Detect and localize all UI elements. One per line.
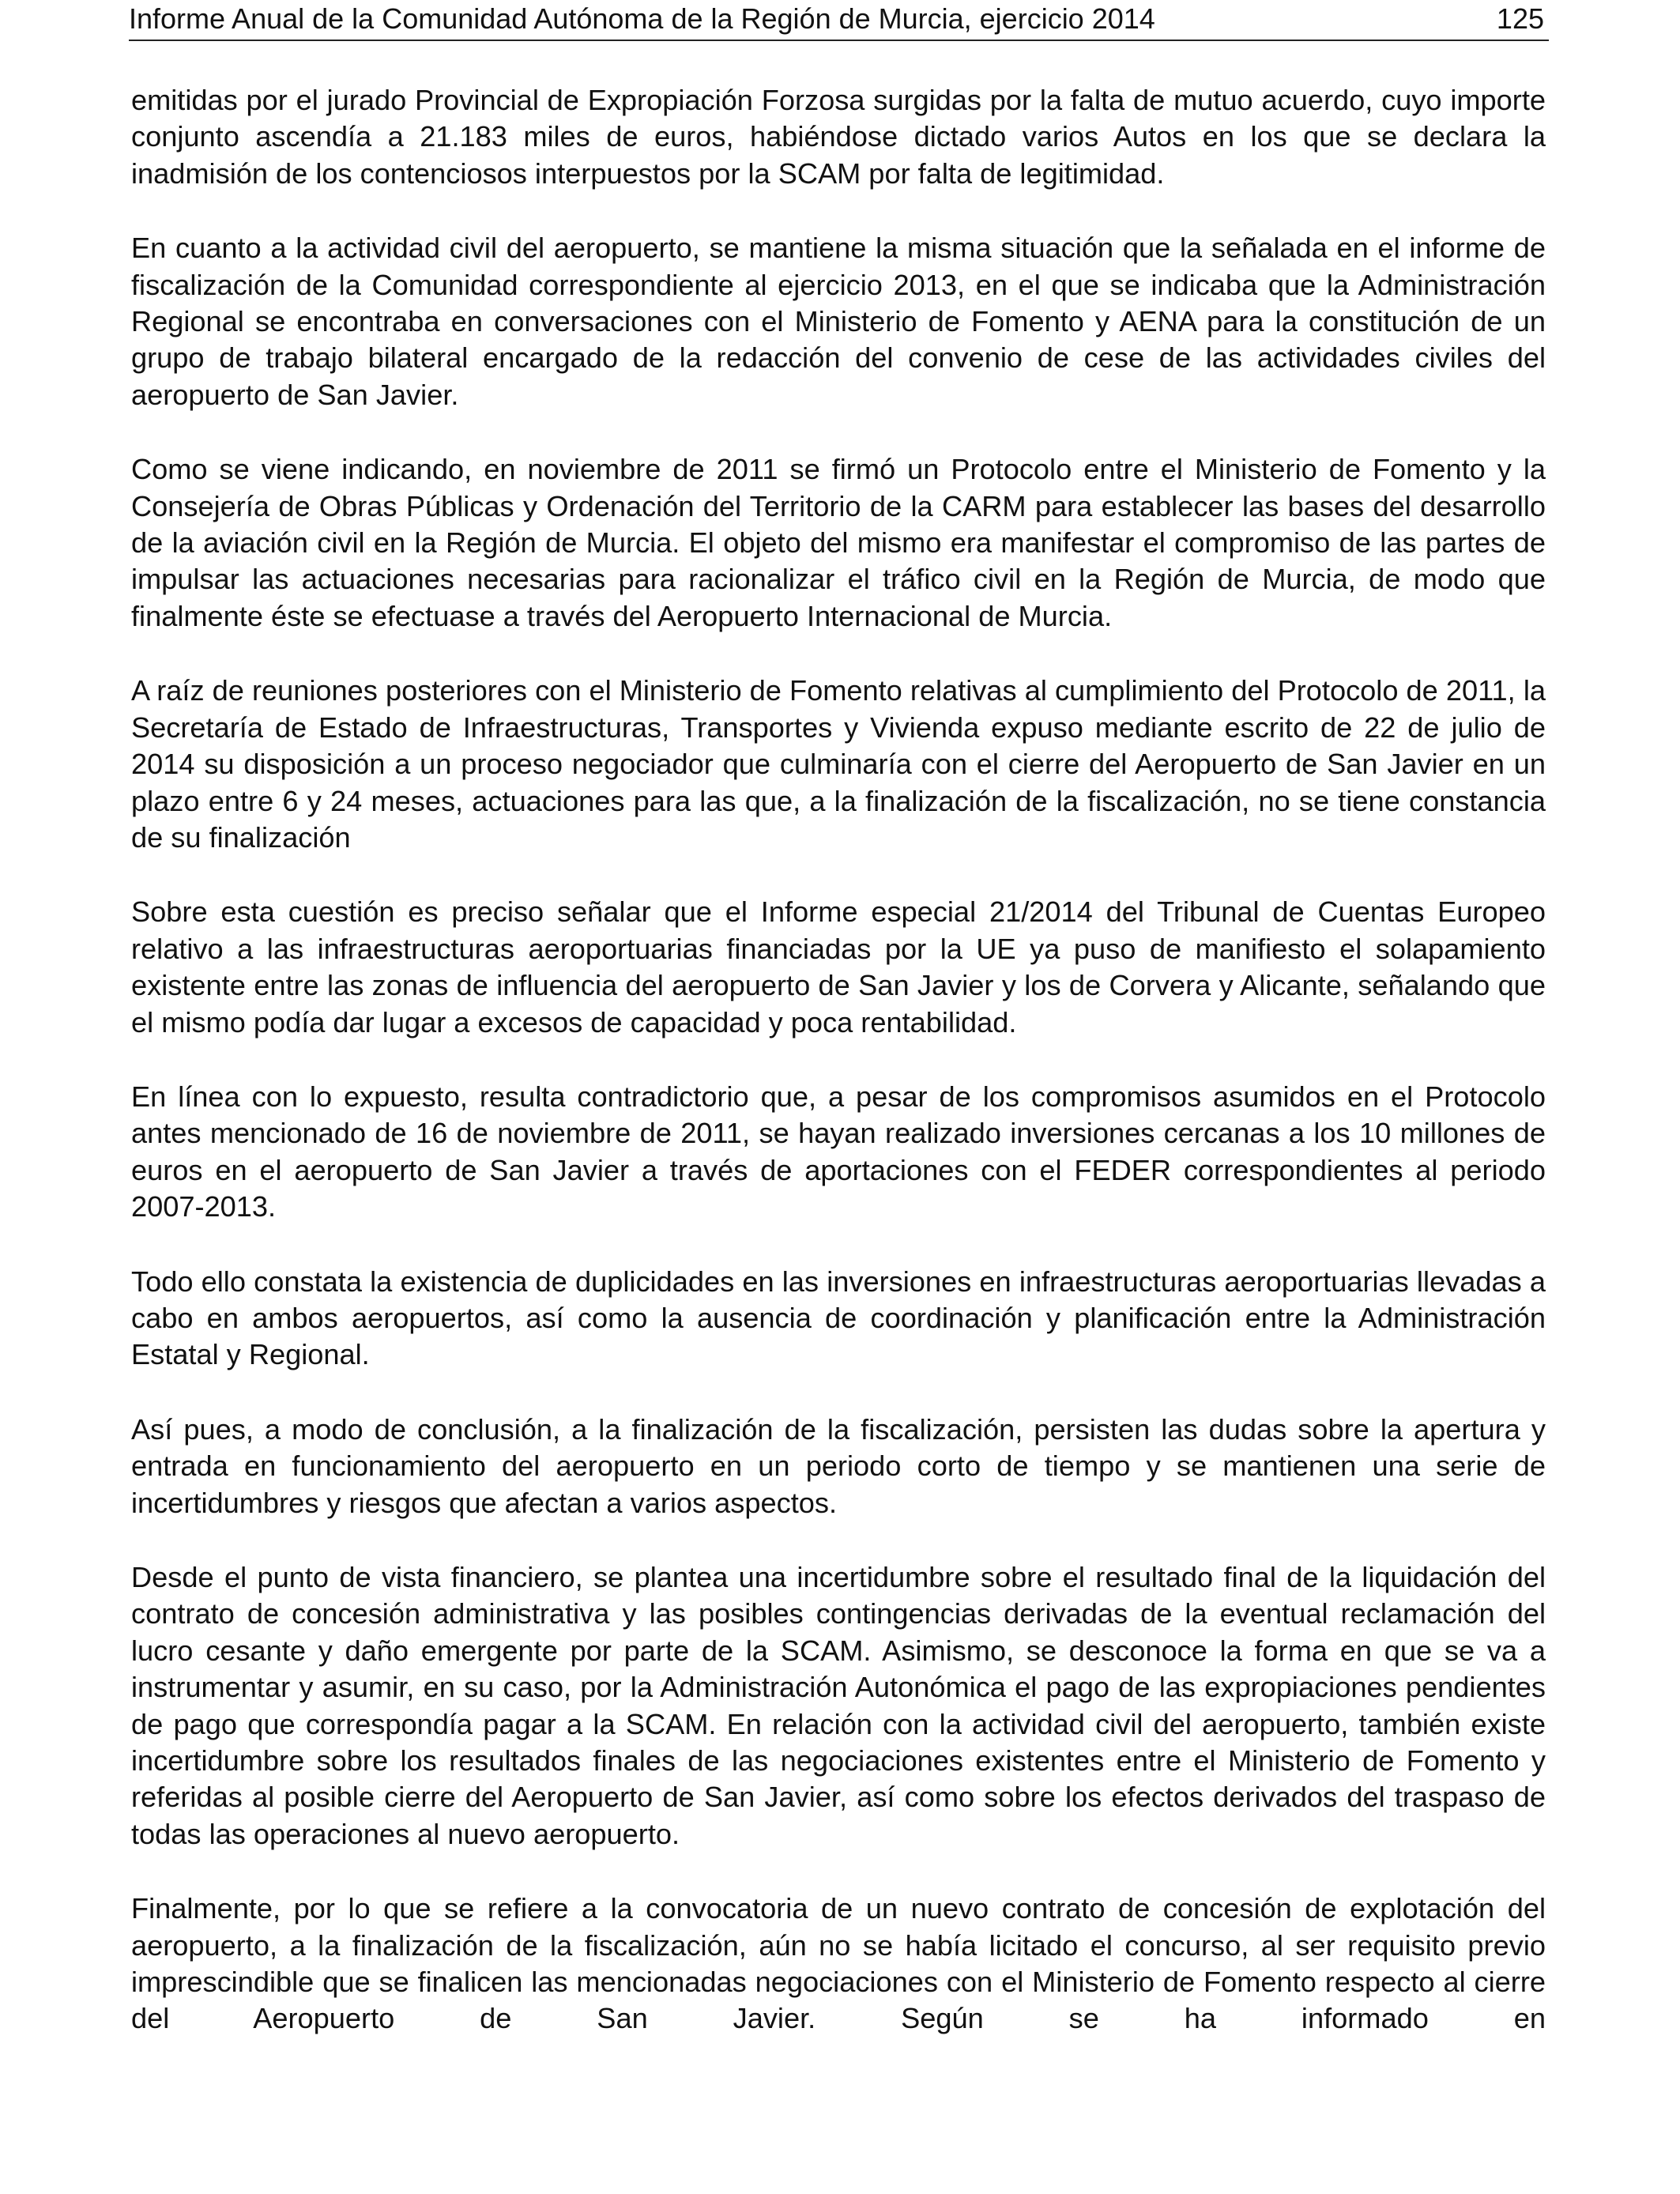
header-title: Informe Anual de la Comunidad Autónoma de la Región de Murcia, ejercicio 2014 xyxy=(129,2,1155,35)
page-number: 125 xyxy=(1496,2,1544,35)
paragraph-6: En línea con lo expuesto, resulta contradictorio que, a pesar de los compromisos asumidos en el Protocolo antes mencionado de 16 de noviembre de 2011, se hayan realizado inversiones cercanas a los 10 millones de euros en el aeropuerto de San Javier a través de aportaciones con el FEDER correspondientes al periodo 2007-2013. xyxy=(131,1080,1546,1223)
paragraph-10: Finalmente, por lo que se refiere a la convocatoria de un nuevo contrato de concesión de explotación del aeropuerto, a la finalización de la fiscalización, aún no se había licitado el concurso, al ser requisito previo imprescindible que se finalicen las mencionadas negociaciones con el Ministerio de Fomento respecto al cierre del Aeropuerto de San Javier. Según se ha informado en xyxy=(131,1892,1546,2035)
paragraph-2: En cuanto a la actividad civil del aeropuerto, se mantiene la misma situación que la señalada en el informe de fiscalización de la Comunidad correspondiente al ejercicio 2013, en el que se indicaba que la Administración Regional se encontraba en conversaciones con el Ministerio de Fomento y AENA para la constitución de un grupo de trabajo bilateral encargado de la redacción del convenio de cese de las actividades civiles del aeropuerto de San Javier. xyxy=(131,232,1546,411)
paragraph-8: Así pues, a modo de conclusión, a la finalización de la fiscalización, persisten las dudas sobre la apertura y entrada en funcionamiento del aeropuerto en un periodo corto de tiempo y se mantienen una serie de incertidumbres y riesgos que afectan a varios aspectos. xyxy=(131,1412,1546,1519)
page-header xyxy=(129,0,1549,41)
paragraph-1: emitidas por el jurado Provincial de Expropiación Forzosa surgidas por la falta de mutuo acuerdo, cuyo importe conjunto ascendía a 21.183 miles de euros, habiéndose dictado varios Autos en los que se declara la inadmisión de los contenciosos interpuestos por la SCAM por falta de legitimidad. xyxy=(131,84,1546,190)
body-text xyxy=(131,82,1546,2038)
paragraph-7: Todo ello constata la existencia de duplicidades en las inversiones en infraestructuras aeroportuarias llevadas a cabo en ambos aeropuertos, así como la ausencia de coordinación y planificación entre la Administración Estatal y Regional. xyxy=(131,1265,1546,1371)
paragraph-4: A raíz de reuniones posteriores con el Ministerio de Fomento relativas al cumplimiento del Protocolo de 2011, la Secretaría de Estado de Infraestructuras, Transportes y Vivienda expuso mediante escrito de 22 de julio de 2014 su disposición a un proceso negociador que culminaría con el cierre del Aeropuerto de San Javier en un plazo entre 6 y 24 meses, actuaciones para las que, a la finalización de la fiscalización, no se tiene constancia de su finalización xyxy=(131,674,1546,854)
paragraph-9: Desde el punto de vista financiero, se plantea una incertidumbre sobre el resultado final de la liquidación del contrato de concesión administrativa y las posibles contingencias derivadas de la eventual reclamación del lucro cesante y daño emergente por parte de la SCAM. Asimismo, se desconoce la forma en que se va a instrumentar y asumir, en su caso, por la Administración Autonómica el pago de las expropiaciones pendientes de pago que correspondía pagar a la SCAM. En relación con la actividad civil del aeropuerto, también existe incertidumbre sobre los resultados finales de las negociaciones existentes entre el Ministerio de Fomento y referidas al posible cierre del Aeropuerto de San Javier, así como sobre los efectos derivados del traspaso de todas las operaciones al nuevo aeropuerto. xyxy=(131,1561,1546,1850)
paragraph-3: Como se viene indicando, en noviembre de 2011 se firmó un Protocolo entre el Ministerio de Fomento y la Consejería de Obras Públicas y Ordenación del Territorio de la CARM para establecer las bases del desarrollo de la aviación civil en la Región de Murcia. El objeto del mismo era manifestar el compromiso de las partes de impulsar las actuaciones necesarias para racionalizar el tráfico civil en la Región de Murcia, de modo que finalmente éste se efectuase a través del Aeropuerto Internacional de Murcia. xyxy=(131,453,1546,632)
paragraph-5: Sobre esta cuestión es preciso señalar que el Informe especial 21/2014 del Tribunal de Cuentas Europeo relativo a las infraestructuras aeroportuarias financiadas por la UE ya puso de manifiesto el solapamiento existente entre las zonas de influencia del aeropuerto de San Javier y los de Corvera y Alicante, señalando que el mismo podía dar lugar a excesos de capacidad y poca rentabilidad. xyxy=(131,895,1546,1039)
